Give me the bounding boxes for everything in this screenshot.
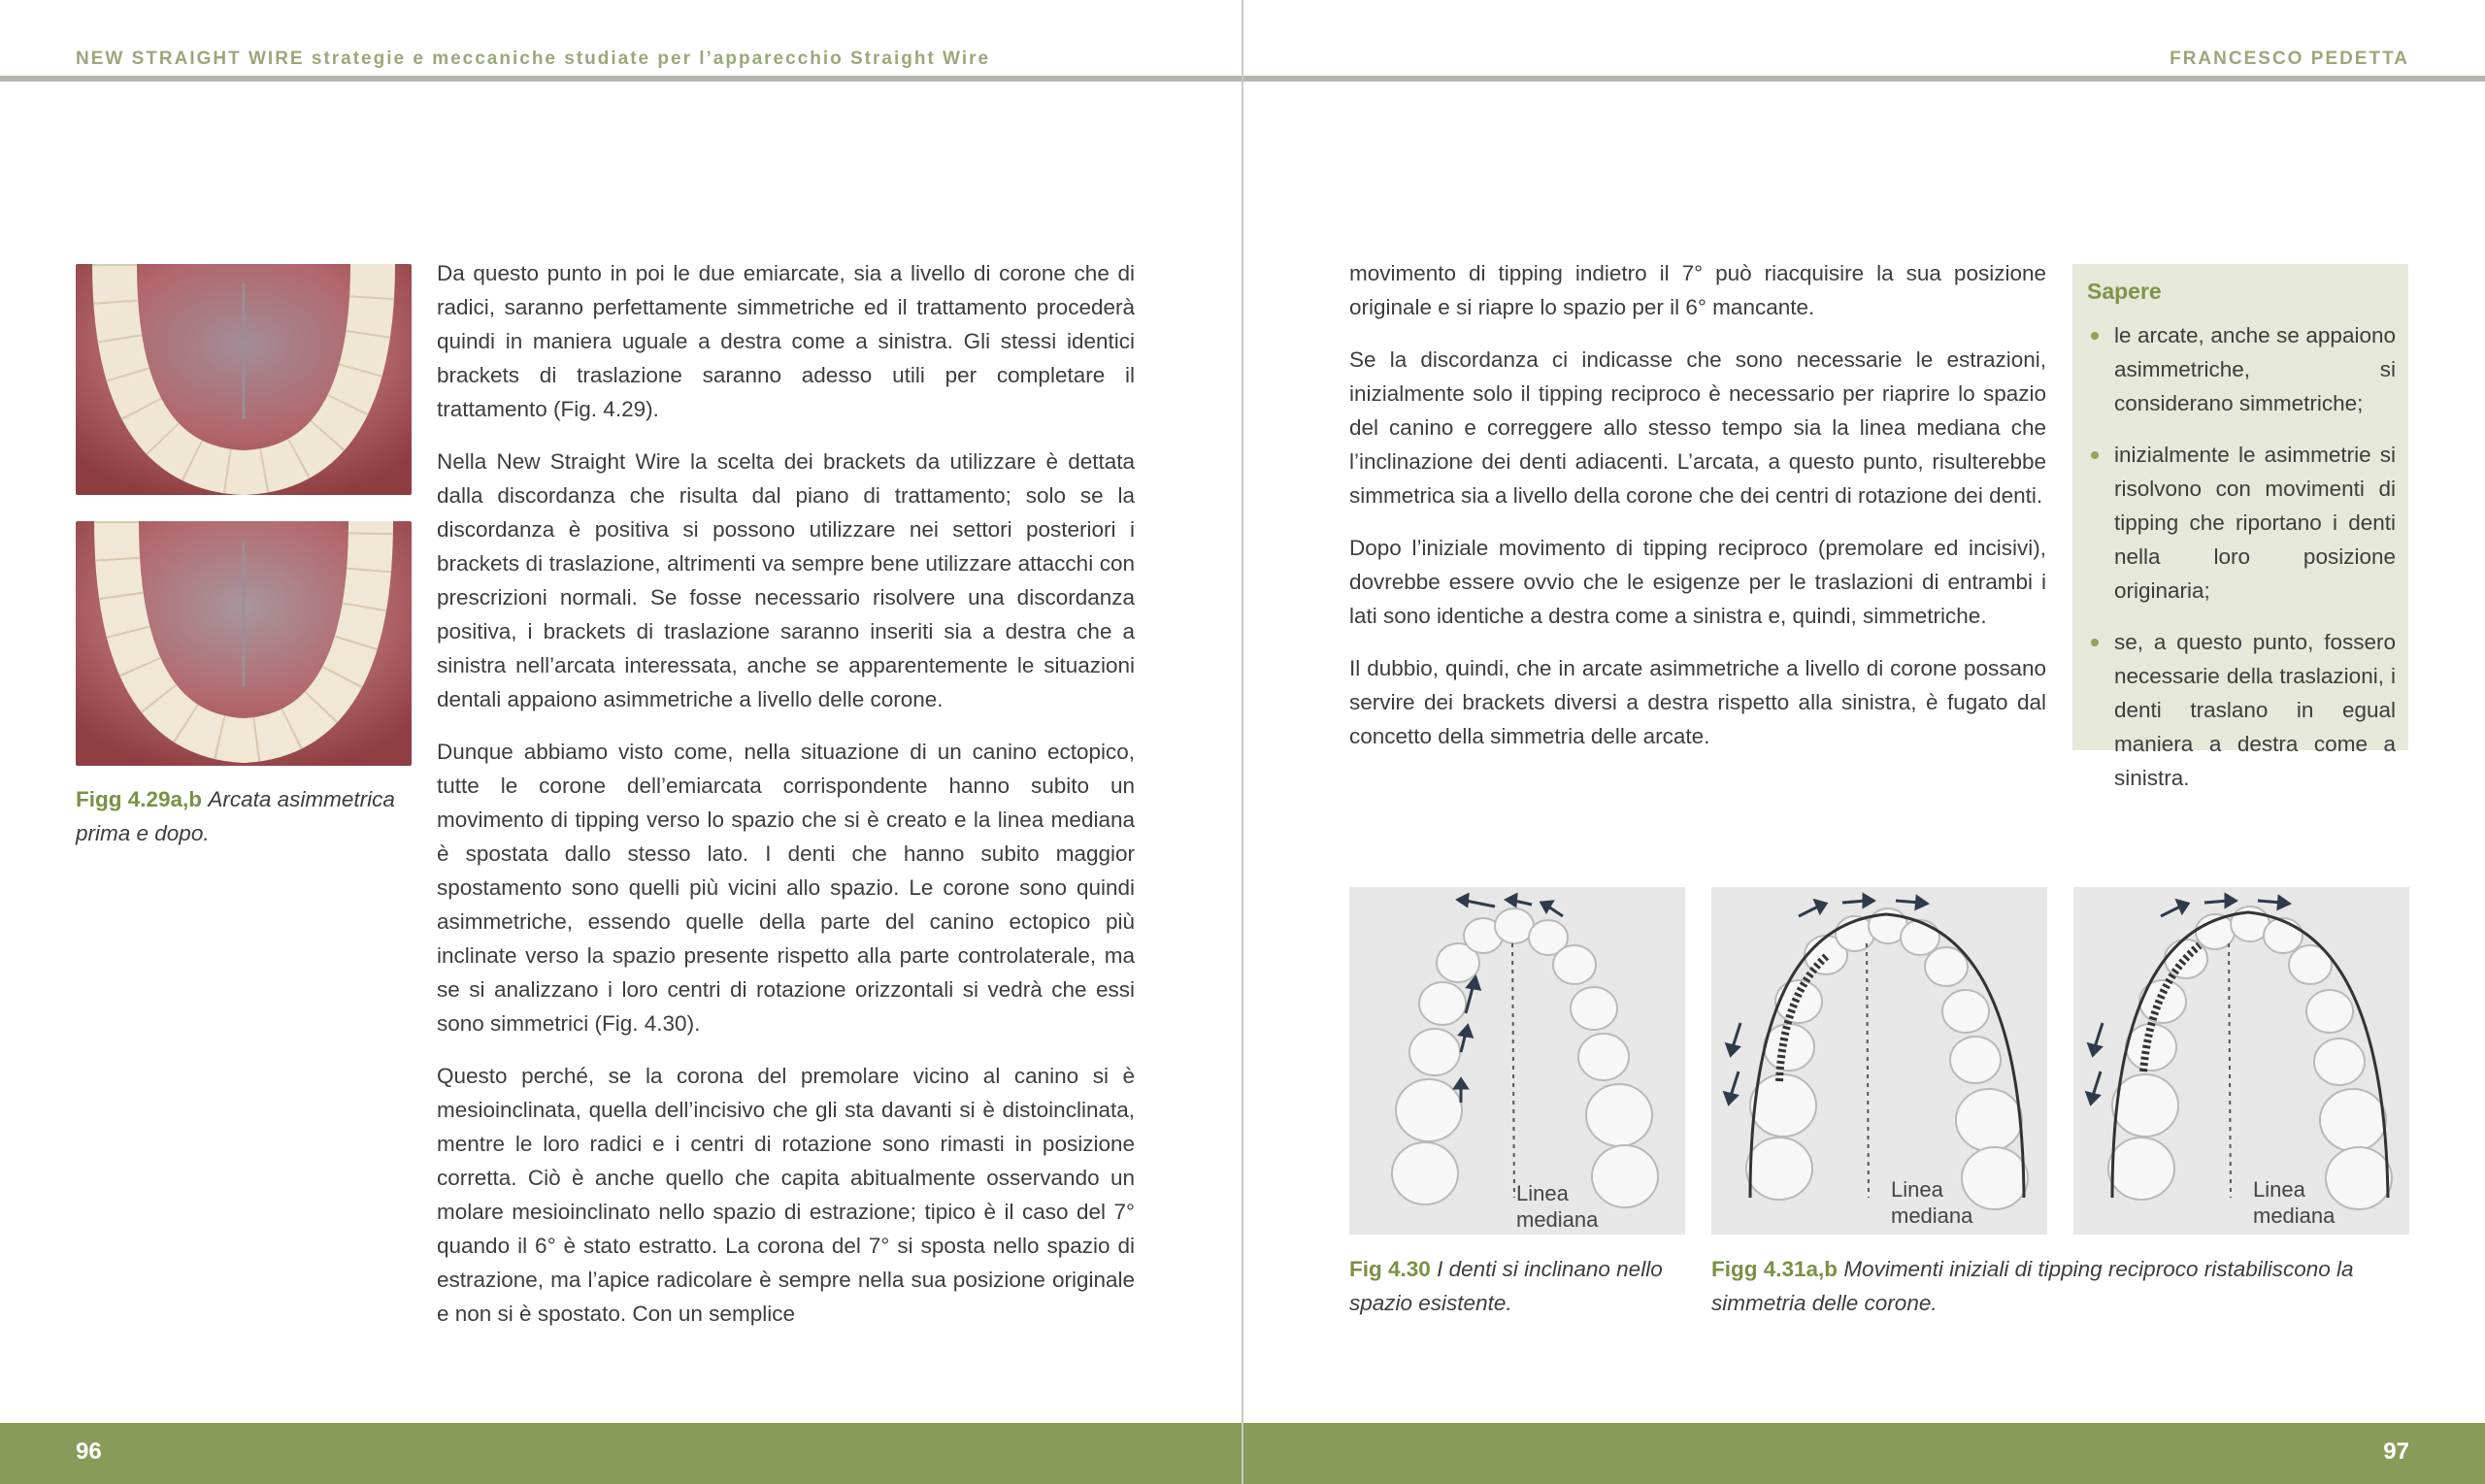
left-page bbox=[0, 0, 1242, 1484]
paragraph: Dopo l’iniziale movimento di tipping reciproco (premolare ed incisivi), dovrebbe essere ovvio che le esigenze per le traslazioni di entrambi i lati sono identiche a destra come a sinistra e, quindi, simmetriche. bbox=[1349, 536, 2046, 628]
right-body-text bbox=[1349, 256, 2046, 772]
footer-band bbox=[1243, 1423, 2485, 1484]
header-rule bbox=[1243, 76, 2485, 82]
sidebar-list bbox=[2087, 318, 2396, 795]
caption-label: Figg 4.31a,b bbox=[1711, 1257, 1839, 1281]
caption-label: Fig 4.30 bbox=[1349, 1257, 1431, 1281]
paragraph: Questo perché, se la corona del premolare vicino al canino si è mesioinclinata, quella dell’incisivo che gli sta davanti si è distoinclinata, mentre le loro radici e i centri di rotazione sono rimasti in posizione corretta. Ciò è anche quello che capita abitualmente osservando un molare mesioinclinato nello spazio di estrazione; tipico è il caso del 7° quando il 6° è stato estratto. La corona del 7° si sposta nello spazio di estrazione, ma l’apice radicolare è sempre nella sua posizione originale e non si è spostato. Con un semplice bbox=[437, 1064, 1135, 1326]
caption-label: Figg 4.29a,b bbox=[76, 787, 203, 811]
paragraph: Nella New Straight Wire la scelta dei brackets da utilizzare è dettata dalla discordanza che risulta dal piano di trattamento; solo se la discordanza è positiva si possono utilizzare nei settori posteriori i brackets di traslazione, altrimenti va sempre bene utilizzare attacchi con prescrizioni normali. Se fosse necessario risolvere una discordanza positiva, i brackets di traslazione saranno inseriti sia a destra che a sinistra nell’arcata interessata, anche se apparentemente le situazioni dentali appaiono asimmetriche a livello delle corone. bbox=[437, 449, 1135, 711]
sidebar-item: se, a questo punto, fossero necessarie della traslazioni, i denti traslano in egual maniera a destra come a sinistra. bbox=[2087, 625, 2396, 795]
dental-arch-photo-before bbox=[76, 264, 412, 495]
dental-arch-diagram-431b bbox=[2073, 887, 2409, 1235]
caption-text: Arcata asimmetrica prima e dopo. bbox=[76, 787, 395, 845]
figure-caption-429 bbox=[76, 782, 412, 850]
sidebar-title: Sapere bbox=[2087, 279, 2162, 304]
paragraph: movimento di tipping indietro il 7° può riacquisire la sua posizione originale e si riapre lo spazio per il 6° mancante. bbox=[1349, 261, 2046, 319]
midline-label: Linea mediana bbox=[1516, 1181, 1599, 1232]
paragraph: Da questo punto in poi le due emiarcate, sia a livello di corone che di radici, saranno perfettamente simmetriche ed il trattamento procederà quindi in maniera uguale a destra come a sinistra. Gli stessi identici brackets di traslazione saranno adesso utili per completare il trattamento (Fig. 4.29). bbox=[437, 261, 1135, 421]
dental-arch-diagram-431a bbox=[1711, 887, 2047, 1235]
running-head: FRANCESCO PEDETTA bbox=[2170, 49, 2409, 69]
dental-arch-photo-after bbox=[76, 521, 412, 766]
page-number: 97 bbox=[2383, 1438, 2409, 1465]
caption-text: Movimenti iniziali di tipping reciproco ristabiliscono la simmetria delle corone. bbox=[1711, 1257, 2354, 1315]
right-page bbox=[1243, 0, 2485, 1484]
paragraph: Se la discordanza ci indicasse che sono necessarie le estrazioni, inizialmente solo il tipping reciproco è necessario per riaprire lo spazio del canino e correggere allo stesso tempo sia la linea mediana che l’inclinazione dei denti adiacenti. L’arcata, a questo punto, risulterebbe simmetrica sia a livello della corone che dei centri di rotazione dei denti. bbox=[1349, 347, 2046, 508]
figure-caption-431 bbox=[1711, 1252, 2409, 1320]
header-rule bbox=[0, 76, 1242, 82]
left-body-text bbox=[437, 256, 1135, 1349]
running-head: NEW STRAIGHT WIRE strategie e meccaniche studiate per l’apparecchio Straight Wire bbox=[76, 49, 991, 69]
paragraph: Dunque abbiamo visto come, nella situazione di un canino ectopico, tutte le corone dell’emiarcata corrispondente hanno subito un movimento di tipping verso lo spazio che si è creato e la linea mediana è spostata dallo stesso lato. I denti che hanno subito maggior spostamento sono quelli più vicini allo spazio. Le corone sono quindi asimmetriche, essendo quelle della parte del canino ectopico più inclinate verso la spazio presente rispetto alla parte controlaterale, ma se si analizzano i loro centri di rotazione orizzontali si vedrà che essi sono simmetrici (Fig. 4.30). bbox=[437, 740, 1135, 1036]
midline-label: Linea mediana bbox=[2253, 1177, 2336, 1228]
page-number: 96 bbox=[76, 1438, 102, 1465]
figure-caption-430 bbox=[1349, 1252, 1685, 1320]
paragraph: Il dubbio, quindi, che in arcate asimmetriche a livello di corone possano servire dei brackets diversi a destra rispetto alla sinistra, è fugato dal concetto della simmetria delle arcate. bbox=[1349, 656, 2046, 748]
caption-text: I denti si inclinano nello spazio esistente. bbox=[1349, 1257, 1663, 1315]
sidebar-item: inizialmente le asimmetrie si risolvono con movimenti di tipping che riportano i denti nella loro posizione originaria; bbox=[2087, 438, 2396, 608]
midline-label: Linea mediana bbox=[1891, 1177, 1973, 1228]
sidebar-item: le arcate, anche se appaiono asimmetriche, si considerano simmetriche; bbox=[2087, 318, 2396, 420]
sapere-sidebar bbox=[2072, 264, 2408, 790]
footer-band bbox=[0, 1423, 1242, 1484]
